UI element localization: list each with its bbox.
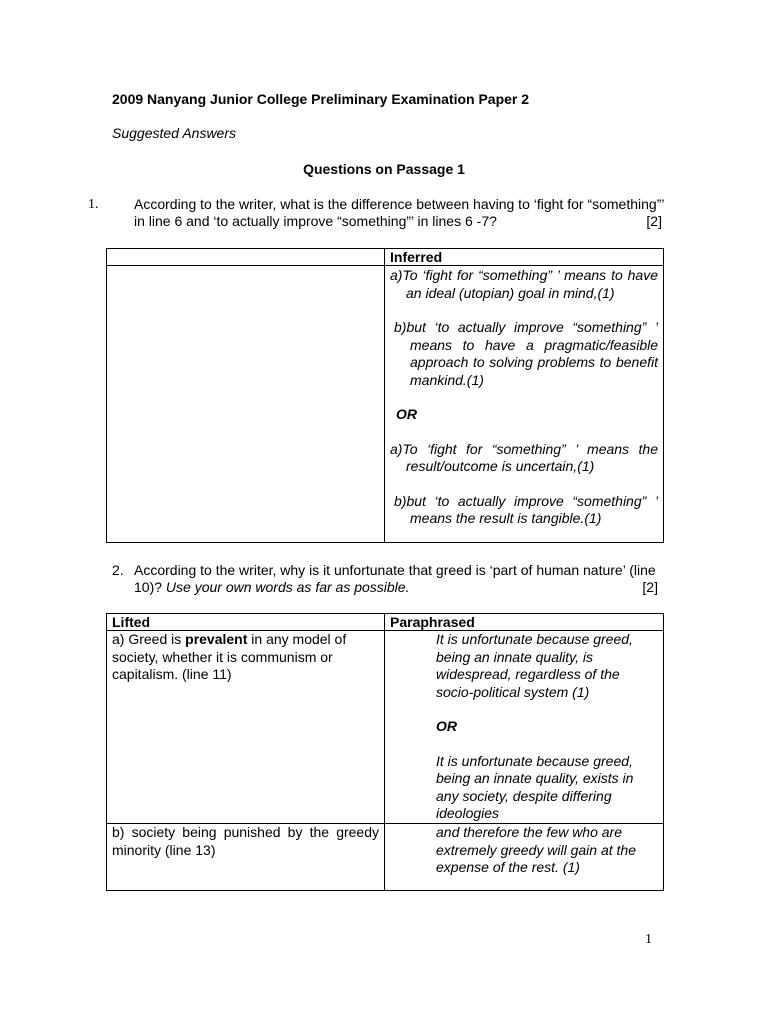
table-header-row bbox=[107, 614, 664, 631]
lifted-a-keyword: prevalent bbox=[185, 631, 248, 647]
lifted-a-prefix: a) Greed is bbox=[112, 631, 186, 647]
paraphrased-b-cell bbox=[385, 824, 664, 891]
question-1-answer-table bbox=[106, 248, 664, 543]
table1-inferred-header: Inferred bbox=[385, 249, 664, 266]
table1-inferred-cell bbox=[385, 266, 664, 543]
question-2-marks: [2] bbox=[642, 579, 658, 595]
document-title: 2009 Nanyang Junior College Preliminary Examination Paper 2 bbox=[112, 91, 530, 107]
question-2-prompt: According to the writer, why is it unfortunate that greed is ‘part of human nature’ (line 10)? bbox=[134, 562, 656, 595]
lifted-b-cell bbox=[107, 824, 385, 891]
answer-a2: a)To ‘fight for “something” ’ means the result/outcome is uncertain,(1) bbox=[390, 440, 658, 474]
lifted-a-suffix: in any model of society, whether it is communism or capitalism. (line 11) bbox=[112, 631, 347, 682]
table-row bbox=[107, 266, 664, 543]
paraphrased-a1: It is unfortunate because greed, being an innate quality, is widespread, regardless of the socio-political system (1) bbox=[436, 631, 633, 700]
table-row bbox=[107, 631, 664, 824]
table1-left-header bbox=[107, 249, 385, 266]
or-label: OR bbox=[436, 718, 457, 734]
table2-lifted-header: Lifted bbox=[107, 614, 385, 631]
paraphrased-b: and therefore the few who are extremely greedy will gain at the expense of the rest. (1) bbox=[436, 824, 636, 875]
or-label: OR bbox=[396, 406, 417, 422]
document-subtitle: Suggested Answers bbox=[112, 125, 236, 141]
answer-b1: b)but ‘to actually improve “something” ’ means to have a pragmatic/feasible approach to solving problems to benefit mankind.(1) bbox=[394, 319, 658, 388]
paraphrased-a2: It is unfortunate because greed, being an innate quality, exists in any society, despite differing ideologies bbox=[436, 752, 634, 821]
question-1-number: 1. bbox=[88, 197, 99, 212]
paraphrased-a-cell bbox=[385, 631, 664, 824]
section-heading-text: Questions on Passage 1 bbox=[303, 161, 465, 177]
lifted-b-text: b) society being punished by the greedy minority (line 13) bbox=[112, 824, 379, 858]
question-1-text bbox=[134, 196, 674, 230]
table2-paraphrased-header: Paraphrased bbox=[385, 614, 664, 631]
answer-a1: a)To ‘fight for “something” ’ means to have an ideal (utopian) goal in mind,(1) bbox=[390, 267, 658, 301]
question-2-number: 2. bbox=[112, 562, 124, 578]
table-header-row bbox=[107, 249, 664, 266]
question-2-answer-table bbox=[106, 613, 664, 891]
lifted-a-cell bbox=[107, 631, 385, 824]
question-1-prompt: According to the writer, what is the difference between having to ‘fight for “something”’ in line 6 and ‘to actually improve “something”’ in lines 6 -7? bbox=[134, 196, 664, 229]
question-2-text bbox=[134, 562, 658, 596]
table1-left-cell bbox=[107, 266, 385, 543]
question-2-instruction: Use your own words as far as possible. bbox=[165, 579, 410, 595]
answer-b2: b)but ‘to actually improve “something” ’ means the result is tangible.(1) bbox=[394, 492, 658, 526]
section-heading bbox=[0, 161, 768, 177]
table-row bbox=[107, 824, 664, 891]
question-1-marks: [2] bbox=[646, 213, 662, 229]
page-number: 1 bbox=[645, 932, 652, 947]
